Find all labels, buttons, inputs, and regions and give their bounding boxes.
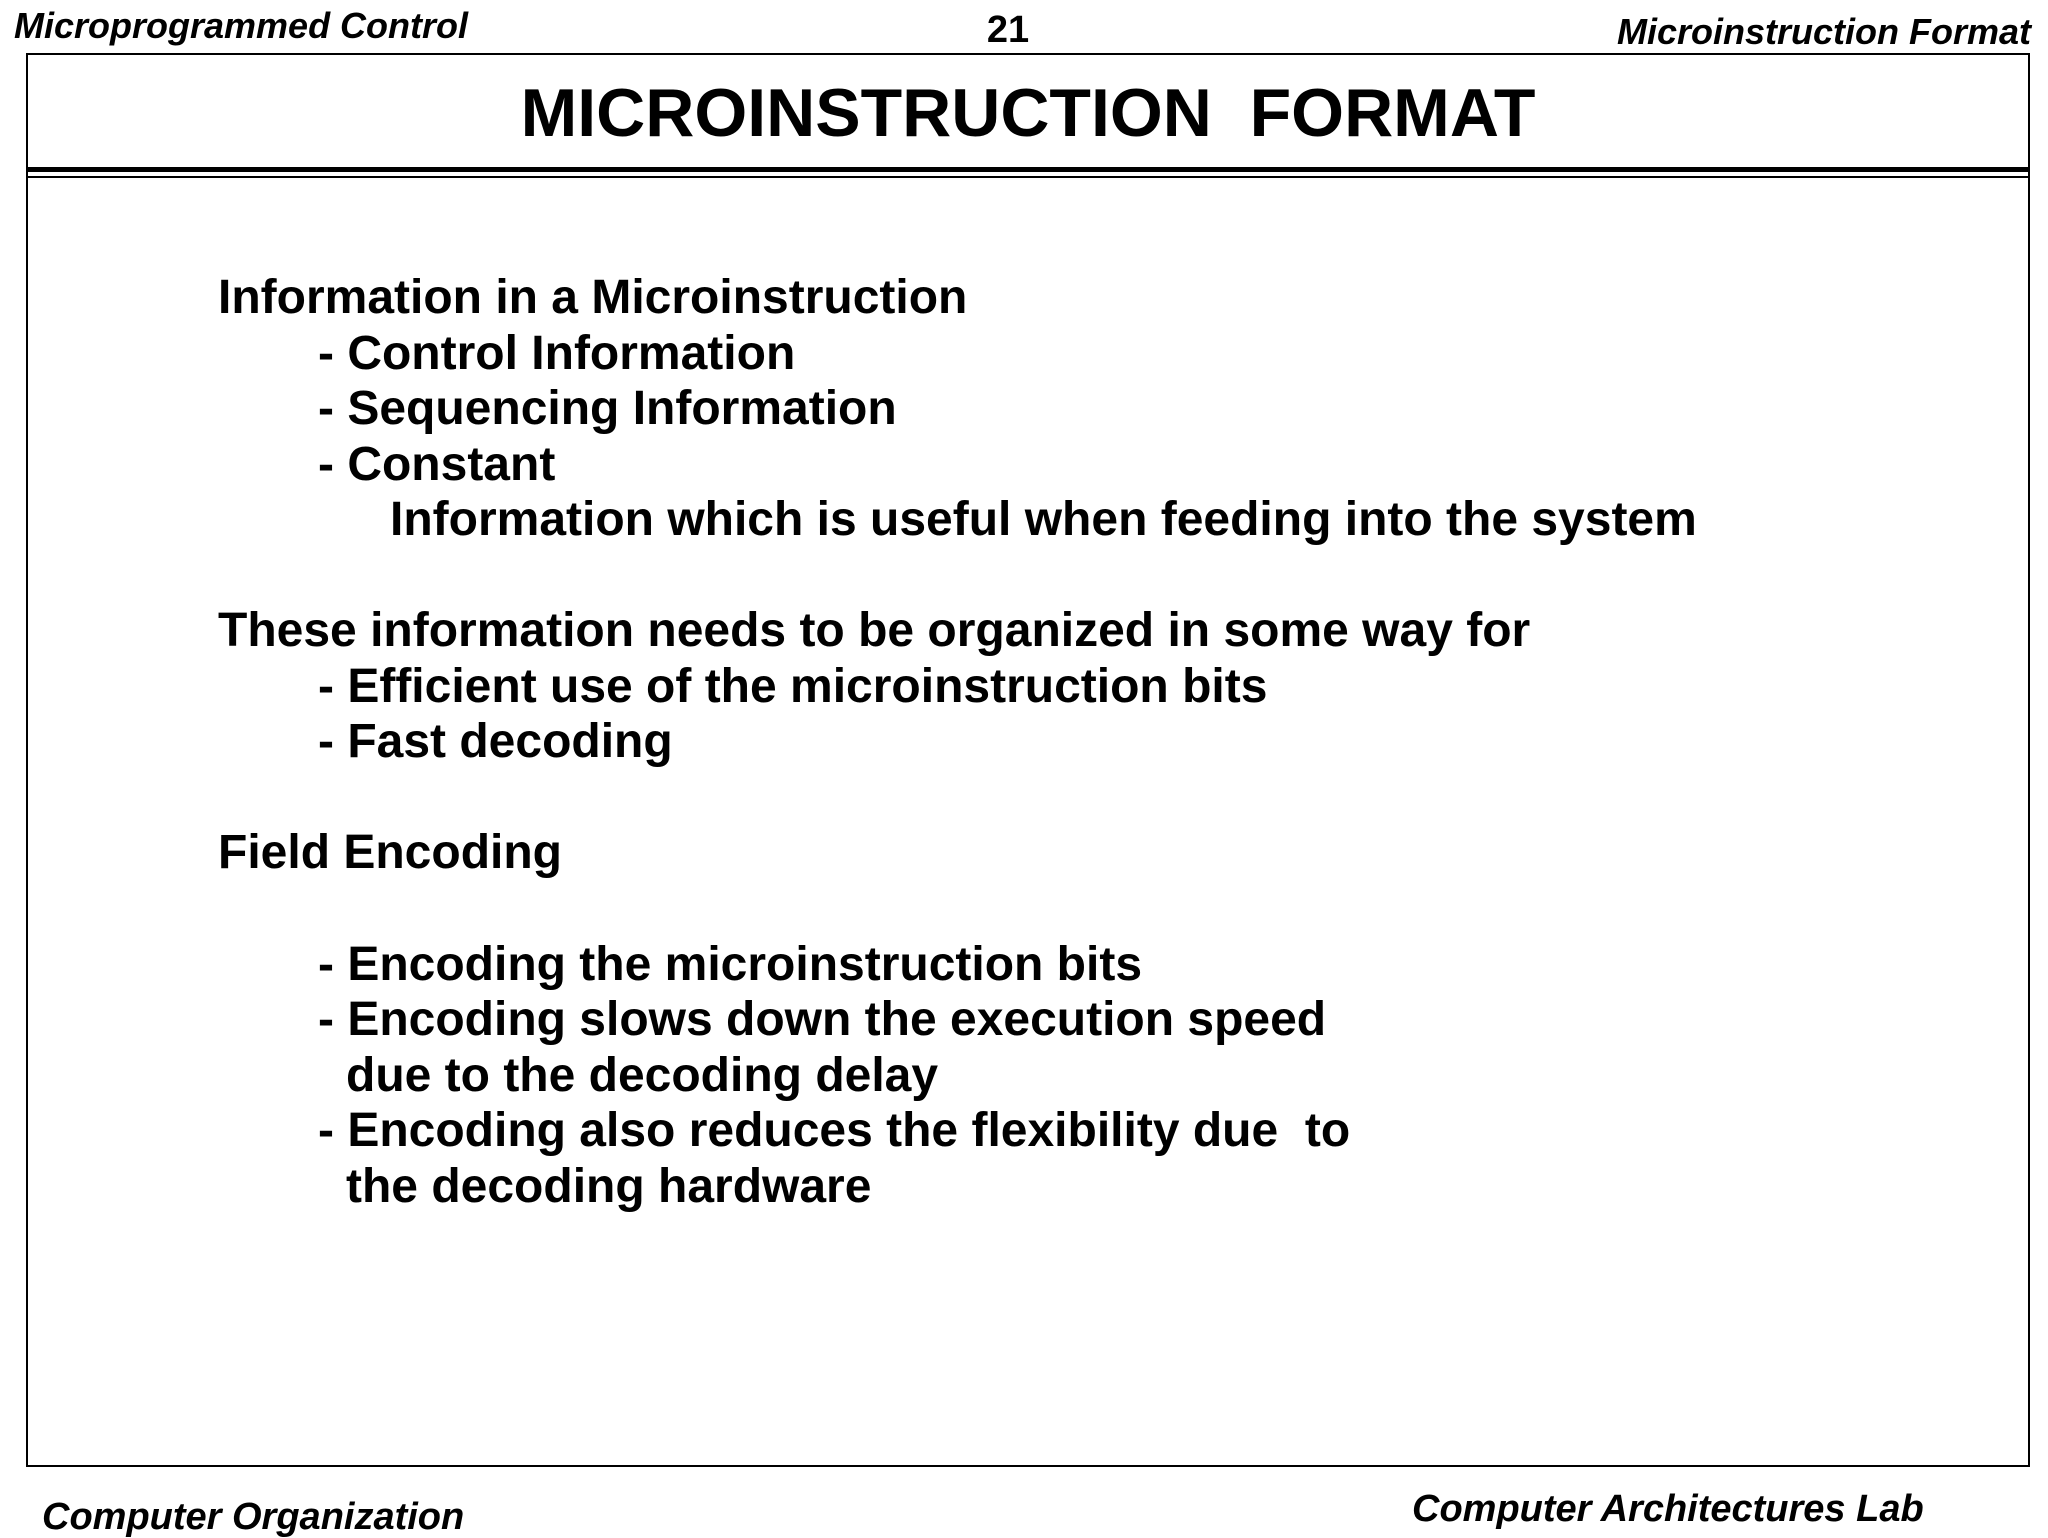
- bullet-encoding-flexibility: - Encoding also reduces the flexibility due to: [318, 1104, 1351, 1157]
- bullet-constant: - Constant: [318, 438, 556, 491]
- bullet-encoding-slows-cont: due to the decoding delay: [346, 1049, 939, 1102]
- heading-information: Information in a Microinstruction: [218, 271, 968, 324]
- constant-description: Information which is useful when feeding into the system: [390, 493, 1697, 546]
- bullet-encoding-flexibility-cont: the decoding hardware: [346, 1160, 872, 1213]
- footer-lab: Computer Architectures Lab: [1412, 1488, 1924, 1530]
- title-divider-thin: [28, 176, 2028, 178]
- page-number: 21: [986, 9, 1030, 51]
- bullet-encoding-slows: - Encoding slows down the execution speed: [318, 993, 1327, 1046]
- header-course-section: Microprogrammed Control: [14, 5, 469, 46]
- bullet-control-information: - Control Information: [318, 327, 796, 380]
- header-topic: Microinstruction Format: [1616, 11, 2031, 52]
- bullet-efficient-use: - Efficient use of the microinstruction bits: [318, 660, 1268, 713]
- footer-course: Computer Organization: [42, 1496, 465, 1538]
- bullet-sequencing-information: - Sequencing Information: [318, 382, 897, 435]
- title-divider-thick: [28, 167, 2028, 172]
- heading-organization: These information needs to be organized in some way for: [218, 604, 1531, 657]
- bullet-fast-decoding: - Fast decoding: [318, 715, 673, 768]
- slide-title: MICROINSTRUCTION FORMAT: [520, 75, 1536, 151]
- bullet-encoding-bits: - Encoding the microinstruction bits: [318, 938, 1143, 991]
- heading-field-encoding: Field Encoding: [218, 826, 562, 879]
